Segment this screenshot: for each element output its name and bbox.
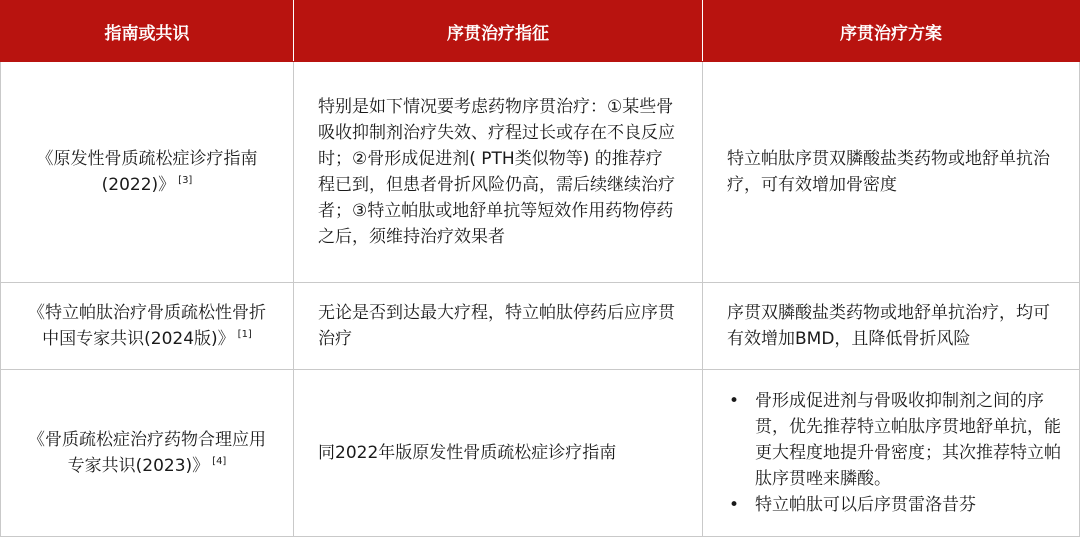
indication-cell: 同2022年版原发性骨质疏松症诊疗指南 <box>294 370 703 537</box>
header-indication: 序贯治疗指征 <box>294 1 703 62</box>
indication-cell: 特别是如下情况要考虑药物序贯治疗：①某些骨吸收抑制剂治疗失效、疗程过长或存在不良反应时；②骨形成促进剂( PTH类似物等) 的推荐疗程已到，但患者骨折风险仍高，需后续继续治疗者；③特立帕肽或地舒单抗等短效作用药物停药之后，须维持治疗效果者 <box>294 62 703 283</box>
regimen-cell: 特立帕肽序贯双膦酸盐类药物或地舒单抗治疗，可有效增加骨密度 <box>703 62 1080 283</box>
guide-cell <box>1 283 294 370</box>
regimen-bullet-list <box>727 388 1061 518</box>
regimen-cell: 序贯双膦酸盐类药物或地舒单抗治疗，均可有效增加BMD，且降低骨折风险 <box>703 283 1080 370</box>
guide-title: 《特立帕肽治疗骨质疏松性骨折中国专家共识(2024版)》 <box>28 303 266 349</box>
table-row <box>1 370 1080 537</box>
regimen-bullet-item: • 骨形成促进剂与骨吸收抑制剂之间的序贯，优先推荐特立帕肽序贯地舒单抗，能更大程度地提升骨密度；其次推荐特立帕肽序贯唑来膦酸。 <box>727 388 1061 492</box>
reference-marker: [4] <box>212 456 227 468</box>
regimen-cell <box>703 370 1080 537</box>
guide-cell <box>1 62 294 283</box>
table-row <box>1 62 1080 283</box>
regimen-bullet-item: • 特立帕肽可以后序贯雷洛昔芬 <box>727 492 1061 518</box>
reference-marker: [1] <box>237 329 252 341</box>
table-header <box>1 1 1080 62</box>
guide-title: 《原发性骨质疏松症诊疗指南(2022)》 <box>36 149 258 195</box>
header-row <box>1 1 1080 62</box>
reference-marker: [3] <box>178 175 193 187</box>
guide-title: 《骨质疏松症治疗药物合理应用专家共识(2023)》 <box>28 430 266 476</box>
table-row <box>1 283 1080 370</box>
header-regimen: 序贯治疗方案 <box>703 1 1080 62</box>
indication-cell: 无论是否到达最大疗程，特立帕肽停药后应序贯治疗 <box>294 283 703 370</box>
table-body <box>1 62 1080 537</box>
guide-cell <box>1 370 294 537</box>
header-guide: 指南或共识 <box>1 1 294 62</box>
